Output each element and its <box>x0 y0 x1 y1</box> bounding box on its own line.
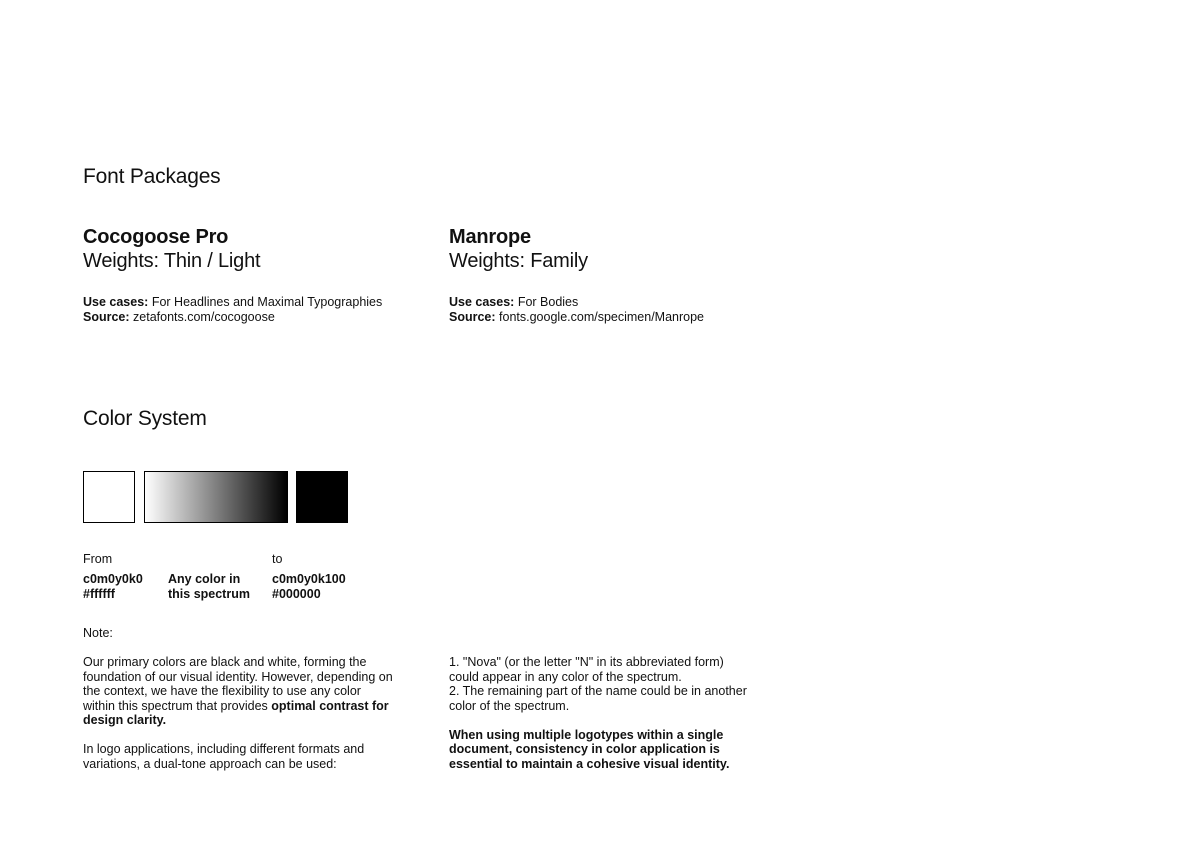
font-source <box>83 310 423 325</box>
from-cmyk: c0m0y0k0 <box>83 572 143 586</box>
use-cases-label: Use cases: <box>83 295 149 309</box>
source-value: fonts.google.com/specimen/Manrope <box>499 310 705 324</box>
color-system-heading: Color System <box>83 407 207 430</box>
note-paragraph-2: In logo applications, including different formats and variations, a dual-tone approach can be used: <box>83 742 365 771</box>
any-color-text <box>168 572 250 602</box>
use-cases-value: For Headlines and Maximal Typographies <box>151 295 383 309</box>
source-label: Source: <box>83 310 130 324</box>
source-value: zetafonts.com/cocogoose <box>133 310 275 324</box>
note-left-column <box>83 655 395 771</box>
use-cases-label: Use cases: <box>449 295 515 309</box>
to-codes <box>272 572 346 602</box>
note-label: Note: <box>83 626 113 640</box>
source-label: Source: <box>449 310 496 324</box>
use-cases-value: For Bodies <box>517 295 579 309</box>
black-swatch <box>296 471 348 523</box>
font-weights: Weights: Thin / Light <box>83 250 261 272</box>
note-bold-statement: When using multiple logotypes within a single document, consistency in color application is essential to maintain a cohesive visual identity. <box>449 727 730 771</box>
font-card-manrope <box>449 225 789 325</box>
font-packages-heading: Font Packages <box>83 165 221 188</box>
to-cmyk: c0m0y0k100 <box>272 572 346 586</box>
font-card-cocogoose <box>83 225 423 325</box>
note-paragraph-1-text: Our primary colors are black and white, forming the foundation of our visual identity. However, depending on the context, we have the flexibility to use any color within this spectrum that provides <box>83 655 393 713</box>
to-hex: #000000 <box>272 587 321 601</box>
note-item-2: 2. The remaining part of the name could be in another color of the spectrum. <box>449 684 747 713</box>
font-weights: Weights: Family <box>449 250 588 272</box>
note-paragraph-1 <box>83 655 395 728</box>
note-item-1: 1. "Nova" (or the letter "N" in its abbreviated form) could appear in any color of the spectrum. <box>449 655 724 684</box>
note-paragraph-1-bold: optimal contrast for design clarity. <box>83 698 389 727</box>
any-color-line2: this spectrum <box>168 587 250 601</box>
font-use-cases <box>83 295 423 310</box>
to-label: to <box>272 552 283 566</box>
from-label: From <box>83 552 113 566</box>
font-use-cases <box>449 295 789 310</box>
from-hex: #ffffff <box>83 587 115 601</box>
note-right-column <box>449 655 749 771</box>
white-swatch <box>83 471 135 523</box>
font-source <box>449 310 789 325</box>
font-name: Cocogoose Pro <box>83 226 229 248</box>
gradient-swatch <box>144 471 288 523</box>
any-color-line1: Any color in <box>168 572 241 586</box>
from-codes <box>83 572 143 602</box>
font-name: Manrope <box>449 226 531 248</box>
